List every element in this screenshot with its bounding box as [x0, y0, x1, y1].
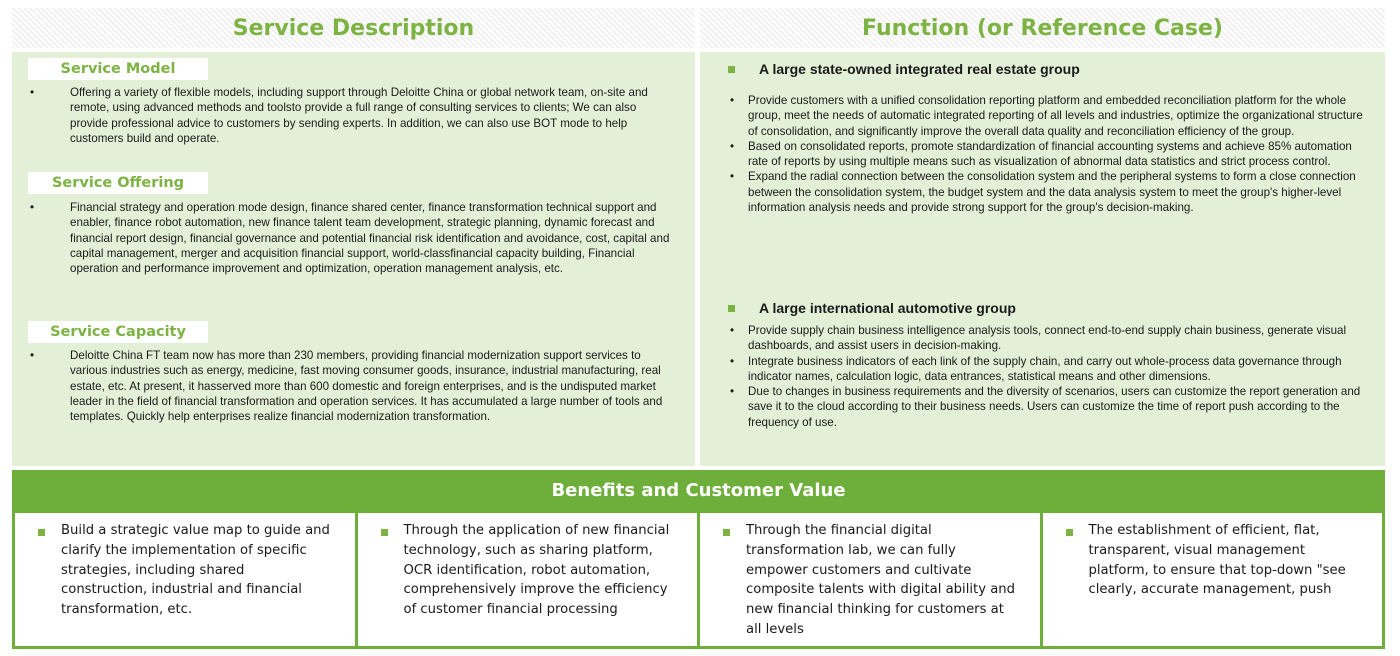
case-title-text: A large state-owned integrated real estate group	[759, 61, 1080, 77]
benefit-card-text: Through the financial digital transformation lab, we can fully empower customers and cultivate composite talents with digital ability and new financial thinking for customers at all levels	[746, 523, 1016, 637]
case-list-real-estate	[730, 93, 1363, 215]
bullet: •	[730, 139, 735, 153]
service-model-label: Service Model	[28, 58, 208, 80]
bullet: •	[730, 324, 735, 337]
service-offering-text: Financial strategy and operation mode design, finance shared center, finance transformation technical support and enabler, finance robot automation, new finance talent team development, strategic planning, dynamic forecast and financial report design, financial governance and potential financial risk identification and avoidance, cost, capital and capital management, merger and acquisition financial support, world-classfinancial capacity building, Financial operation and performance improvement and optimization, operation management analysis, etc.	[70, 201, 670, 276]
bullet: •	[730, 385, 735, 399]
list-item-text: Expand the radial connection between the consolidation system and the peripheral systems to form a close connection between the consolidation system, the budget system and the data analysis system to meet the group's higher-level information analysis needs and provide strong support for the group's decision-making.	[748, 170, 1356, 215]
list-item	[730, 139, 1363, 170]
bullet: •	[730, 354, 735, 368]
square-bullet-icon	[723, 529, 730, 536]
square-bullet-icon	[728, 66, 735, 73]
case-title-automotive	[728, 300, 1016, 316]
list-item	[730, 354, 1363, 385]
benefit-card-text: Build a strategic value map to guide and clarify the implementation of specific strategies, including shared construction, industrial and financial transformation, etc.	[61, 523, 330, 618]
bullet: •	[730, 94, 735, 107]
reference-case-panel	[700, 52, 1385, 466]
list-item	[730, 384, 1363, 430]
function-reference-case-header: Function (or Reference Case)	[700, 8, 1385, 48]
bullet: •	[730, 170, 735, 184]
benefits-header: Benefits and Customer Value	[12, 470, 1385, 510]
benefit-card	[700, 513, 1040, 646]
square-bullet-icon	[728, 305, 735, 312]
square-bullet-icon	[1066, 529, 1073, 536]
list-item-text: Integrate business indicators of each link of the supply chain, and carry out whole-process data governance through indicator names, calculation logic, data entrances, statistical means and other dimensions.	[748, 354, 1342, 383]
square-bullet-icon	[38, 529, 45, 536]
list-item-text: Provide customers with a unified consolidation reporting platform and embedded reconciliation platform for the whole group, meet the needs of automatic integrated reporting of all levels and industries, optimize the organizational structure of consolidation, and significantly improve the overall data quality and reconciliation efficiency of the group.	[748, 94, 1363, 138]
list-item-text: Due to changes in business requirements and the diversity of scenarios, users can customize the report generation and save it to the cloud according to their business needs. Users can customize the time of report push according to the frequency of use.	[748, 385, 1361, 429]
service-offering-label: Service Offering	[28, 172, 208, 194]
case-list-automotive	[730, 323, 1363, 430]
benefit-card	[358, 513, 698, 646]
benefit-card	[15, 513, 355, 646]
benefit-card	[1043, 513, 1383, 646]
service-model-text: Offering a variety of flexible models, including support through Deloitte China or global network team, on-site and remote, using advanced methods and toolsto provide a full range of consulting services to clients; We can also provide professional advice to customers by sending experts. In addition, we can also use BOT mode to help customers build and operate.	[70, 86, 648, 145]
service-capacity-label: Service Capacity	[28, 321, 208, 343]
list-item	[730, 169, 1363, 215]
service-capacity-paragraph	[30, 348, 673, 424]
service-description-panel	[12, 52, 695, 466]
bullet: •	[30, 349, 35, 362]
benefit-cards	[12, 510, 1385, 649]
list-item	[730, 323, 1363, 354]
list-item	[730, 93, 1363, 139]
square-bullet-icon	[381, 529, 388, 536]
case-title-real-estate	[728, 61, 1080, 77]
case-title-text: A large international automotive group	[759, 300, 1016, 316]
list-item-text: Provide supply chain business intelligence analysis tools, connect end-to-end supply chain business, generate visual dashboards, and assist users in decision-making.	[748, 324, 1347, 353]
service-model-paragraph	[30, 85, 673, 146]
benefit-card-text: The establishment of efficient, flat, transparent, visual management platform, to ensure that top-down "see clearly, accurate management, push	[1088, 523, 1346, 598]
bullet: •	[30, 86, 35, 99]
benefit-card-text: Through the application of new financial technology, such as sharing platform, OCR identification, robot automation, comprehensively improve the efficiency of customer financial processing	[403, 523, 670, 618]
service-description-header: Service Description	[12, 8, 695, 48]
bullet: •	[30, 201, 35, 214]
service-offering-paragraph	[30, 200, 673, 276]
list-item-text: Based on consolidated reports, promote standardization of financial accounting systems and achieve 85% automation rate of reports by using multiple means such as visualization of abnormal data statistics and strict process control.	[748, 139, 1352, 169]
service-capacity-text: Deloitte China FT team now has more than 230 members, providing financial modernization support services to various industries such as energy, medicine, fast moving consumer goods, insurance, industrial manufacturing, real estate, etc. At present, it hasserved more than 600 domestic and foreign enterprises, and is the undisputed market leader in the field of financial transformation and operation services. It has accumulated a large number of tools and templates. Quickly help enterprises realize financial modernization transformation.	[70, 349, 663, 424]
